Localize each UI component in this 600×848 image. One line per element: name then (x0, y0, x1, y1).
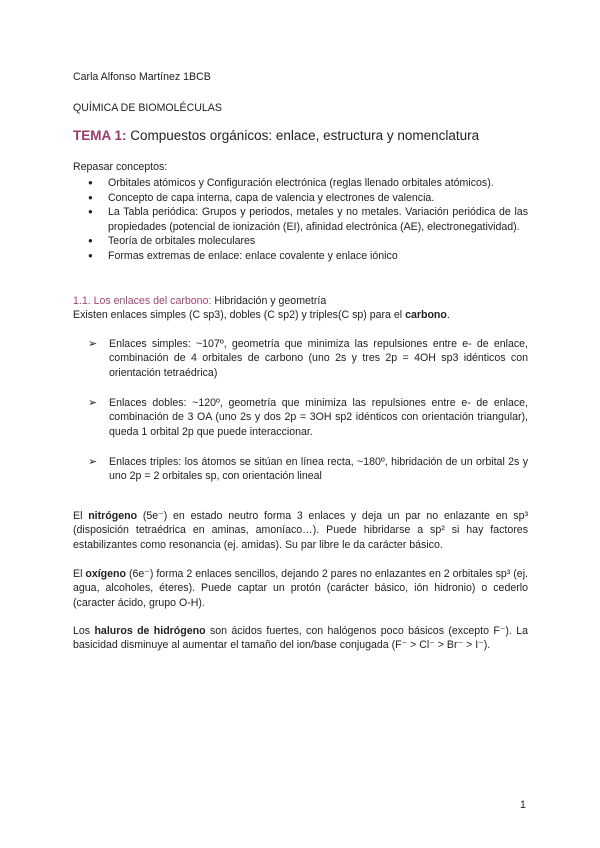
nitrogen-text: (5e⁻) en estado neutro forma 3 enlaces y deja un par no enlazante en sp³ (disposición tetraédrica en aminas, amoníaco…). Puede hibridarse a sp² si hay factores estabilizantes como resonancia (ej. amidas). Su par libre le da carácter básico. (73, 510, 528, 551)
oxygen-bold: oxígeno (85, 568, 126, 580)
author-line: Carla Alfonso Martínez 1BCB (73, 71, 211, 83)
tema-title (73, 128, 479, 143)
review-item-bond-forms: ● Formas extremas de enlace: enlace covalente y enlace iónico (88, 249, 528, 264)
section-1-1-number-title: 1.1. Los enlaces del carbono: (73, 295, 212, 307)
nitrogen-bold: nitrógeno (88, 510, 138, 522)
intro-bold-carbon: carbono (405, 309, 447, 321)
oxygen-paragraph (73, 567, 528, 610)
intro-end: . (446, 309, 450, 321)
review-item-orbitals: ● Orbitales atómicos y Configuración electrónica (reglas llenado orbitales atómicos). (88, 176, 528, 191)
tema-title-text: Compuestos orgánicos: enlace, estructura y nomenclatura (126, 128, 480, 143)
nitrogen-pre: El (73, 510, 89, 522)
oxygen-text: (6e⁻) forma 2 enlaces sencillos, dejando 2 pares no enlazantes en 2 orbitales sp³ (ej. agua, alcoholes, éteres). Puede captar un protón (carácter básico, ión hidronio) o cederlo (caracter ácido, grupo O-H). (73, 568, 528, 609)
review-item-valence: ● Concepto de capa interna, capa de valencia y electrones de valencia. (88, 191, 528, 206)
arrow-bullet-icon: ➢ (88, 338, 98, 350)
section-1-1-title (73, 294, 326, 308)
bond-single-text: Enlaces simples: ~107º, geometría que minimiza las repulsiones entre e- de enlace, combinación de 4 orbitales de carbono (uno 2s y tres 2p = 4OH sp3 idénticos con orientación tetraédrica) (109, 338, 528, 379)
nitrogen-paragraph (73, 509, 528, 552)
halides-paragraph (73, 624, 528, 653)
subject-heading: QUÍMICA DE BIOMOLÉCULAS (73, 102, 222, 114)
halides-bold: haluros de hidrógeno (94, 625, 206, 637)
bond-item-double (88, 396, 528, 439)
bond-triple-text: Enlaces triples: los átomos se sitúan en línea recta, ~180º, hibridación de un orbital 2s y uno 2p = 2 orbitales sp, con orientación lineal (109, 456, 528, 483)
bond-item-single (88, 337, 528, 380)
bond-double-text: Enlaces dobles: ~120º, geometría que minimiza las repulsiones entre e- de enlace, combinación de 3 OA (uno 2s y dos 2p = 3OH sp2 idénticos con orientación triangular), queda 1 orbital 2p que puede interaccionar. (109, 397, 528, 438)
review-heading: Repasar conceptos: (73, 161, 168, 173)
halides-pre: Los (73, 625, 95, 637)
arrow-bullet-icon: ➢ (88, 397, 98, 409)
oxygen-pre: El (73, 568, 86, 580)
review-item-molecular-orbitals: ● Teoría de orbitales moleculares (88, 234, 528, 249)
halides-text: son ácidos fuertes, con halógenos poco básicos (excepto F⁻). La basicidad disminuye al aumentar el tamaño del ion/base conjugada (F⁻ > Cl⁻ > Br⁻ > I⁻). (73, 625, 529, 652)
arrow-bullet-icon: ➢ (88, 456, 98, 468)
review-item-periodic-table: ● La Tabla periódica: Grupos y periodos, metales y no metales. Variación periódica de las propiedades (potencial de ionización (EI), afinidad electrónica (AE), electronegatividad). (88, 205, 528, 234)
section-1-1-intro (73, 308, 450, 322)
tema-label: TEMA 1: (73, 128, 127, 143)
intro-text: Existen enlaces simples (C sp3), dobles (C sp2) y triples(C sp) para el (73, 309, 406, 321)
section-1-1-subtitle: Hibridación y geometría (211, 295, 327, 307)
page-number: 1 (520, 799, 526, 811)
review-list (88, 176, 528, 263)
bond-item-triple (88, 455, 528, 484)
